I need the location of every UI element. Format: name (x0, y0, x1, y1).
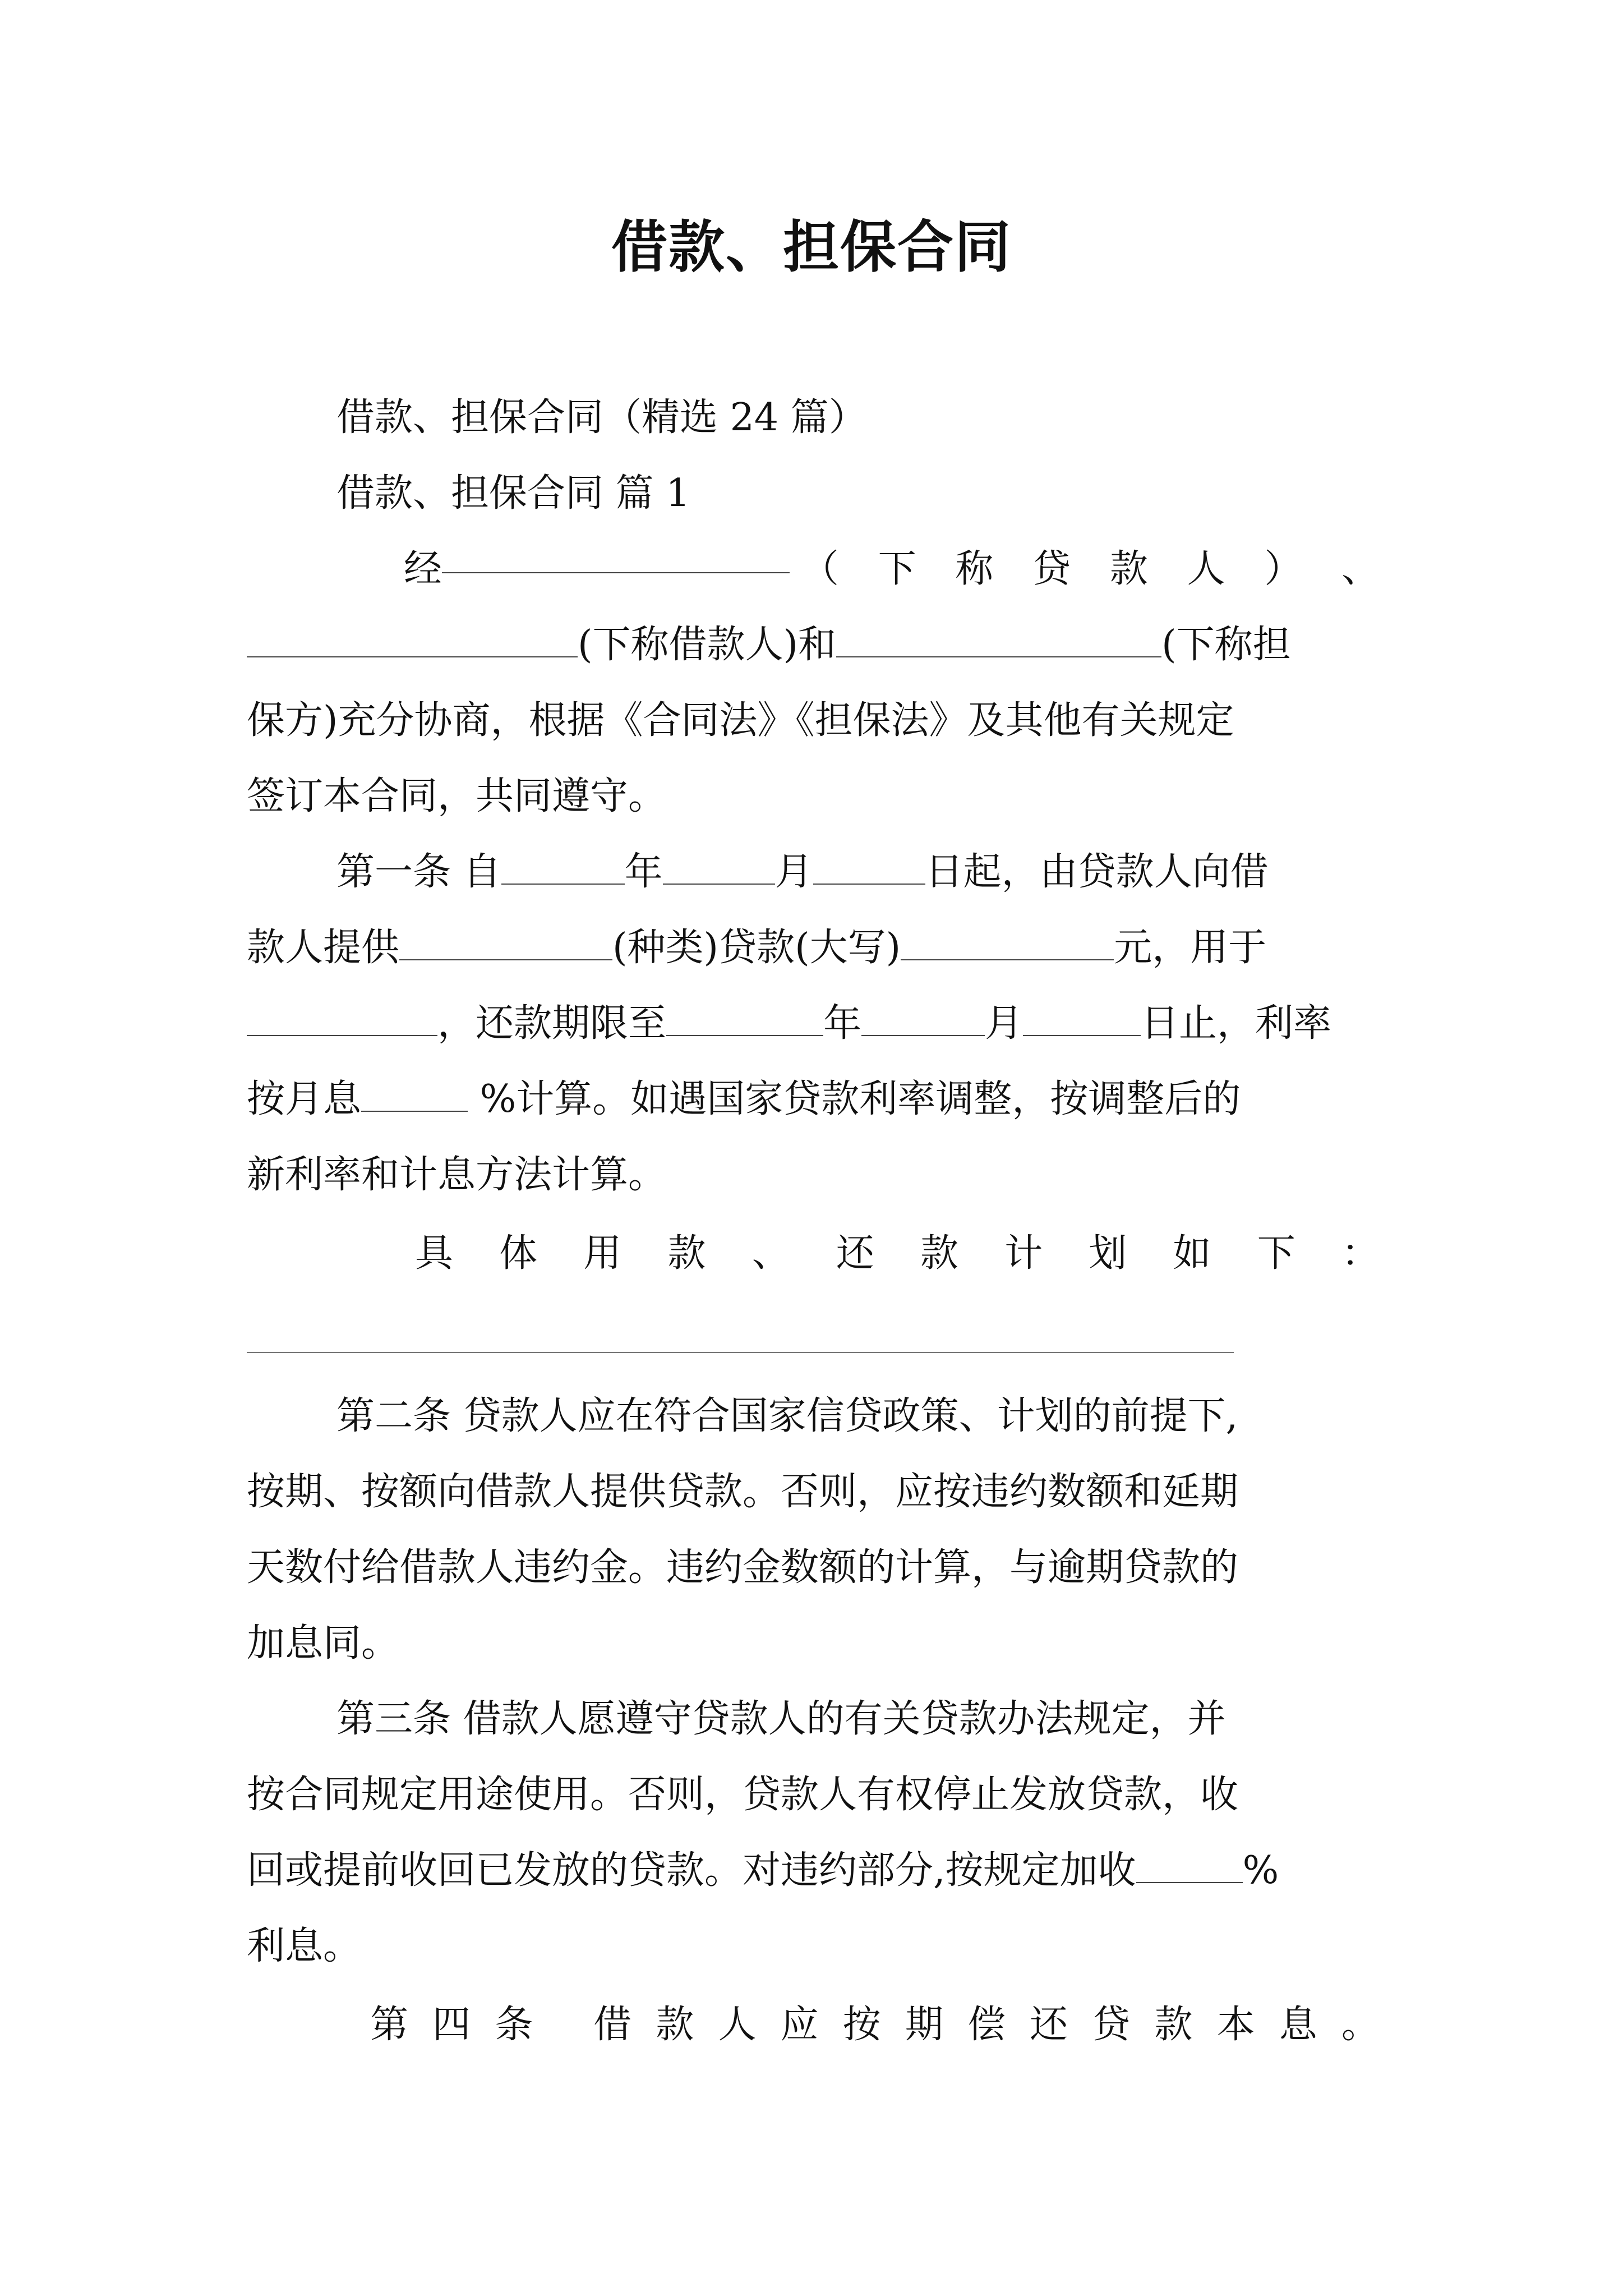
article4-char: 条 (495, 2003, 533, 2047)
article1-line-2 (247, 917, 1380, 979)
article1-text: %计算。如遇国家贷款利率调整，按调整后的 (468, 1077, 1241, 1121)
borrower-blank (247, 623, 578, 657)
plan-char: 计 (1004, 1231, 1043, 1276)
article1-text: 月 (985, 1001, 1023, 1046)
plan-rule (247, 1352, 1234, 1353)
article3-line-3 (247, 1840, 1380, 1902)
plan-char: 款 (920, 1231, 959, 1276)
intro-char: 下 (878, 547, 916, 591)
due-day-blank (1023, 1001, 1141, 1036)
intro-text (801, 539, 1380, 600)
intro-char: 贷 (1032, 547, 1071, 591)
plan-char: 用 (583, 1231, 622, 1276)
intro-text: 经 (404, 547, 442, 591)
intro-line-4: 签订本合同，共同遵守。 (247, 774, 667, 818)
intro-line-3: 保方)充分协商，根据《合同法》《担保法》及其他有关规定 (247, 698, 1234, 743)
plan-char: 划 (1089, 1231, 1127, 1276)
article2-line-3: 天数付给借款人违约金。违约金数额的计算，与逾期贷款的 (247, 1545, 1239, 1590)
month-blank (663, 850, 775, 885)
article4-char (557, 1994, 569, 2056)
article1-line-1 (336, 841, 1469, 903)
article1-text: 年 (823, 1001, 862, 1046)
article4-char: 四 (432, 2003, 471, 2047)
article4-char: 应 (780, 2003, 819, 2047)
year-blank (501, 850, 625, 885)
article1-text: 日起，由贷款人向借 (925, 850, 1269, 894)
day-blank (813, 850, 925, 885)
article3-line-4: 利息。 (247, 1924, 362, 1968)
section-heading: 借款、担保合同 篇 1 (336, 471, 690, 516)
intro-char: ） (1264, 547, 1303, 591)
subtitle: 借款、担保合同（精选 24 篇） (336, 395, 867, 440)
intro-char: （ (801, 547, 840, 591)
repayment-plan-line (415, 1223, 1380, 1285)
article1-text: 第一条 自 (336, 850, 501, 894)
document-title: 借款、担保合同 (611, 214, 1012, 280)
amount-blank (901, 926, 1114, 960)
lender-blank (442, 539, 790, 573)
intro-line-2 (247, 614, 1380, 676)
article1-text: 款人提供 (247, 926, 400, 970)
guarantor-blank (836, 623, 1161, 657)
article1-text: 日止，利率 (1141, 1001, 1332, 1046)
article3-line-2: 按合同规定用途使用。否则，贷款人有权停止发放贷款，收 (247, 1773, 1239, 1817)
article4-char: 还 (1030, 2003, 1068, 2047)
article4-char: 借 (593, 2003, 632, 2047)
plan-char: 还 (836, 1231, 874, 1276)
article4-char: 本 (1216, 2003, 1255, 2047)
article4-line (370, 1994, 1380, 2056)
article3-text: % (1242, 1848, 1279, 1893)
article4-char: 息 (1279, 2003, 1317, 2047)
article4-char: 偿 (967, 2003, 1006, 2047)
article2-line-4: 加息同。 (247, 1621, 400, 1665)
plan-char: ： (1341, 1231, 1380, 1276)
intro-text: (下称担 (1161, 623, 1291, 667)
article1-text: 按月息 (247, 1077, 362, 1121)
intro-char: 称 (955, 547, 994, 591)
penalty-rate-blank (1136, 1848, 1243, 1883)
article1-line-5: 新利率和计息方法计算。 (247, 1153, 667, 1197)
intro-char: 人 (1187, 547, 1225, 591)
article4-char: 款 (1154, 2003, 1193, 2047)
article4-char: 。 (1341, 2003, 1380, 2047)
article3-line-1: 第三条 借款人愿遵守贷款人的有关贷款办法规定，并 (336, 1697, 1226, 1741)
intro-char: 款 (1109, 547, 1148, 591)
due-month-blank (861, 1001, 985, 1036)
plan-char: 具 (415, 1231, 454, 1276)
article4-char: 人 (718, 2003, 757, 2047)
article2-line-1: 第二条 贷款人应在符合国家信贷政策、计划的前提下, (336, 1394, 1238, 1438)
article1-text: 年 (624, 850, 663, 894)
article3-text: 回或提前收回已发放的贷款。对违约部分,按规定加收 (247, 1848, 1136, 1893)
article1-text: 月 (774, 850, 813, 894)
rate-blank (361, 1077, 468, 1112)
intro-line-1 (404, 539, 1380, 600)
article4-char: 贷 (1092, 2003, 1131, 2047)
article1-text: ，还款期限至 (437, 1001, 667, 1046)
article1-line-4 (247, 1069, 1380, 1130)
due-year-blank (666, 1001, 823, 1036)
article4-char: 款 (656, 2003, 694, 2047)
type-blank (399, 926, 612, 960)
intro-text: (下称借款人)和 (578, 623, 837, 667)
intro-char: 、 (1341, 547, 1380, 591)
purpose-blank (247, 1001, 437, 1036)
intro-text (801, 539, 1380, 600)
article2-line-2: 按期、按额向借款人提供贷款。否则，应按违约数额和延期 (247, 1470, 1239, 1514)
plan-char: 款 (667, 1231, 706, 1276)
plan-char: 、 (751, 1231, 790, 1276)
plan-char: 如 (1173, 1231, 1211, 1276)
article4-char: 按 (842, 2003, 881, 2047)
plan-char: 体 (499, 1231, 538, 1276)
article1-line-3 (247, 993, 1380, 1055)
article1-text: 元，用于 (1114, 926, 1267, 970)
article4-char: 期 (905, 2003, 943, 2047)
article1-text: (种类)贷款(大写) (612, 926, 901, 970)
article4-char: 第 (370, 2003, 409, 2047)
plan-char: 下 (1257, 1231, 1295, 1276)
